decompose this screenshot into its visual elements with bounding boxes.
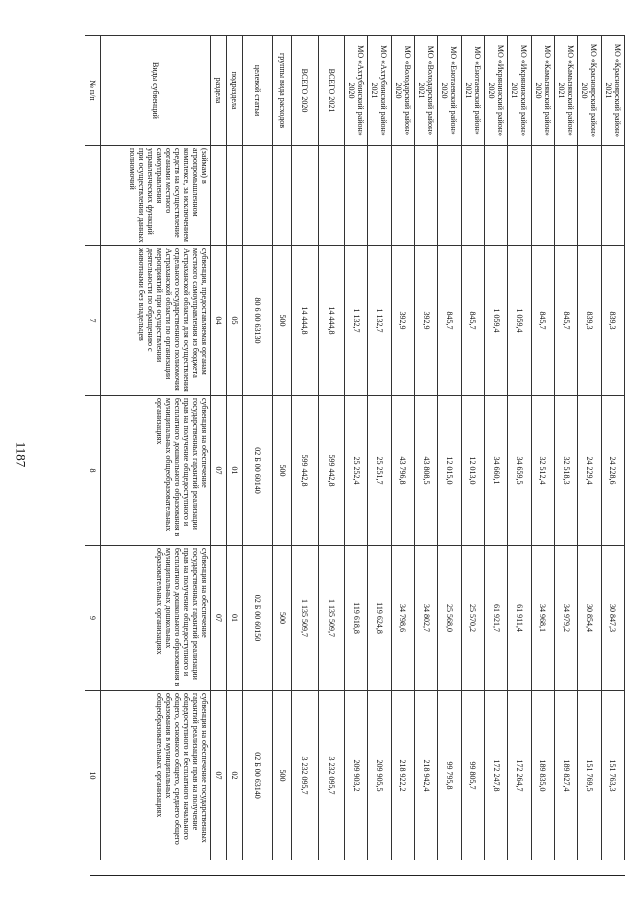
band-v0_1 (368, 36, 391, 861)
table-cell (414, 146, 437, 246)
band-header: ВСЕГО 2020 (292, 36, 318, 146)
table-cell: 02 Б 00 60150 (242, 546, 273, 691)
band-header: МО «Володарский район» 2021 (414, 36, 437, 146)
band-header: МО «Икрянинский район» 2021 (508, 36, 531, 146)
table-cell: 9 (85, 546, 101, 691)
band-header: МО «Енотаевский район» 2020 (438, 36, 461, 146)
table-cell: 500 (273, 546, 292, 691)
table-cell (292, 146, 318, 246)
table-cell: 12 015,0 (438, 396, 461, 546)
table-cell: 12 013,0 (461, 396, 484, 546)
table-cell: 34 798,6 (391, 546, 414, 691)
table-cell (554, 146, 577, 246)
band-header: МО «Красноярский район» 2021 (601, 36, 624, 146)
subvention-table-container (85, 35, 625, 860)
band-header: подраздела (226, 36, 242, 146)
table-cell: 25 568,0 (438, 546, 461, 691)
table-cell (273, 146, 292, 246)
table-cell: 151 763,3 (601, 691, 624, 861)
band-header: МО «Камызякский район» 2021 (554, 36, 577, 146)
table-cell (508, 146, 531, 246)
band-v5_1 (601, 36, 624, 861)
table-cell: субвенция на обеспечение государственных гарантий реализации прав на получение общедоступного и бесплатного дошкольного образования в муниципальных дошкольных образовательных организациях (101, 546, 210, 691)
band-subsection (226, 36, 242, 861)
table-cell: (займам) в агропромышленном комплексе, за исключением средств на осуществление органами местного самоуправления управленческих функций при осуществлении данных полномочий (101, 146, 210, 246)
band-header: МО «Красноярский район» 2020 (578, 36, 601, 146)
table-cell (484, 146, 507, 246)
table-cell (461, 146, 484, 246)
table-cell: субвенция на обеспечение государственных гарантий реализации прав на получение общедоступного и бесплатного дошкольного образования в муниципальных общеобразовательных организациях (101, 396, 210, 546)
table-cell: 3 232 095,7 (292, 691, 318, 861)
band-header: Виды субвенций (101, 36, 210, 146)
table-cell (210, 146, 226, 246)
table-cell: 172 247,8 (484, 691, 507, 861)
table-cell: 172 264,7 (508, 691, 531, 861)
table-cell: 02 Б 00 63140 (242, 691, 273, 861)
table-cell: 04 (210, 246, 226, 396)
table-cell: 500 (273, 691, 292, 861)
table-cell: 1 135 509,7 (292, 546, 318, 691)
band-expense (273, 36, 292, 861)
table-cell: 07 (210, 396, 226, 546)
table-cell: 14 444,8 (292, 246, 318, 396)
table-cell: 30 854,4 (578, 546, 601, 691)
band-header: № п/п (85, 36, 101, 146)
table-cell: 218 942,4 (414, 691, 437, 861)
band-header: целевой статьи (242, 36, 273, 146)
table-cell: 119 618,8 (344, 546, 367, 691)
table-cell: 30 847,3 (601, 546, 624, 691)
table-cell: 845,7 (531, 246, 554, 396)
table-cell: 34 979,2 (554, 546, 577, 691)
table-cell: 34 660,1 (484, 396, 507, 546)
band-header: группы вида расходов (273, 36, 292, 146)
table-cell: 839,3 (578, 246, 601, 396)
table-cell: 599 442,8 (318, 396, 344, 546)
table-cell: 14 444,8 (318, 246, 344, 396)
band-v2_0 (438, 36, 461, 861)
table-cell: 392,9 (414, 246, 437, 396)
table-cell: 43 808,5 (414, 396, 437, 546)
table-cell: 34 802,7 (414, 546, 437, 691)
table-cell: 34 968,1 (531, 546, 554, 691)
table-cell: 25 252,4 (344, 396, 367, 546)
table-cell: 151 769,5 (578, 691, 601, 861)
table-cell: 8 (85, 396, 101, 546)
table-cell: 500 (273, 396, 292, 546)
band-t0 (292, 36, 318, 861)
table-cell: 189 827,4 (554, 691, 577, 861)
table-cell: субвенция на обеспечение государственных гарантий реализации прав на получение общедоступного и бесплатного начального общего, основного общего, среднего общего образования в муниципальных общеобразовательных организациях (101, 691, 210, 861)
table-cell: 61 911,4 (508, 546, 531, 691)
band-v4_0 (531, 36, 554, 861)
table-cell: 07 (210, 546, 226, 691)
band-t1 (318, 36, 344, 861)
table-cell: 209 905,5 (368, 691, 391, 861)
table-cell: 1 132,7 (368, 246, 391, 396)
band-header: МО «Ахтубинский район» 2021 (368, 36, 391, 146)
table-cell (578, 146, 601, 246)
table-cell: 24 228,6 (601, 396, 624, 546)
band-header: МО «Ахтубинский район» 2020 (344, 36, 367, 146)
table-cell (226, 146, 242, 246)
table-cell: 3 232 095,7 (318, 691, 344, 861)
band-header: МО «Икрянинский район» 2020 (484, 36, 507, 146)
table-cell: 189 835,0 (531, 691, 554, 861)
table-cell: 1 132,7 (344, 246, 367, 396)
band-section (210, 36, 226, 861)
table-cell: 500 (273, 246, 292, 396)
table-cell: 7 (85, 246, 101, 396)
band-v3_0 (484, 36, 507, 861)
table-cell (242, 146, 273, 246)
table-cell: 1 059,4 (508, 246, 531, 396)
band-header: МО «Камызякский район» 2020 (531, 36, 554, 146)
table-cell: 34 659,5 (508, 396, 531, 546)
table-rotated-wrapper (85, 35, 625, 860)
table-cell (391, 146, 414, 246)
table-cell: 99 805,7 (461, 691, 484, 861)
table-cell: 07 (210, 691, 226, 861)
table-cell (344, 146, 367, 246)
table-cell: 02 Б 00 60140 (242, 396, 273, 546)
band-v4_1 (554, 36, 577, 861)
band-target (242, 36, 273, 861)
footer-rule (90, 875, 625, 876)
table-cell: 25 570,2 (461, 546, 484, 691)
table-cell: 01 (226, 546, 242, 691)
table-body (85, 36, 625, 861)
table-cell: 80 6 00 63130 (242, 246, 273, 396)
table-cell: 05 (226, 246, 242, 396)
page-number: 1187 (13, 441, 29, 468)
table-cell (368, 146, 391, 246)
table-cell (531, 146, 554, 246)
band-text (101, 36, 210, 861)
table-cell: 1 059,4 (484, 246, 507, 396)
band-v5_0 (578, 36, 601, 861)
table-cell: 32 518,3 (554, 396, 577, 546)
table-cell (318, 146, 344, 246)
table-cell: 119 624,8 (368, 546, 391, 691)
table-cell: 61 921,7 (484, 546, 507, 691)
table-cell: 01 (226, 396, 242, 546)
band-header: МО «Енотаевский район» 2021 (461, 36, 484, 146)
table-cell: 1 135 509,7 (318, 546, 344, 691)
table-cell: 845,7 (461, 246, 484, 396)
band-v1_0 (391, 36, 414, 861)
table-cell: 99 795,8 (438, 691, 461, 861)
subvention-table (85, 35, 625, 860)
table-cell: 25 251,7 (368, 396, 391, 546)
table-cell: 218 922,2 (391, 691, 414, 861)
table-cell (85, 146, 101, 246)
table-cell: 02 (226, 691, 242, 861)
table-cell: 599 442,8 (292, 396, 318, 546)
table-cell (601, 146, 624, 246)
band-v1_1 (414, 36, 437, 861)
table-cell: 24 229,4 (578, 396, 601, 546)
table-cell: 10 (85, 691, 101, 861)
table-cell: субвенция, предоставляемая органам местного самоуправления из бюджета Астраханской области для осуществления отдельного государственного полномочия Астраханской области по организации мероприятий при осуществлении деятельности по обращению с животными без владельцев (101, 246, 210, 396)
band-header: МО «Володарский район» 2020 (391, 36, 414, 146)
table-cell: 209 903,2 (344, 691, 367, 861)
table-cell (438, 146, 461, 246)
table-cell: 43 796,8 (391, 396, 414, 546)
table-cell: 845,7 (554, 246, 577, 396)
band-v2_1 (461, 36, 484, 861)
band-v0_0 (344, 36, 367, 861)
table-cell: 392,9 (391, 246, 414, 396)
table-cell: 32 512,4 (531, 396, 554, 546)
table-cell: 845,7 (438, 246, 461, 396)
band-header: раздела (210, 36, 226, 146)
band-header: ВСЕГО 2021 (318, 36, 344, 146)
band-v3_1 (508, 36, 531, 861)
table-cell: 839,3 (601, 246, 624, 396)
band-no (85, 36, 101, 861)
